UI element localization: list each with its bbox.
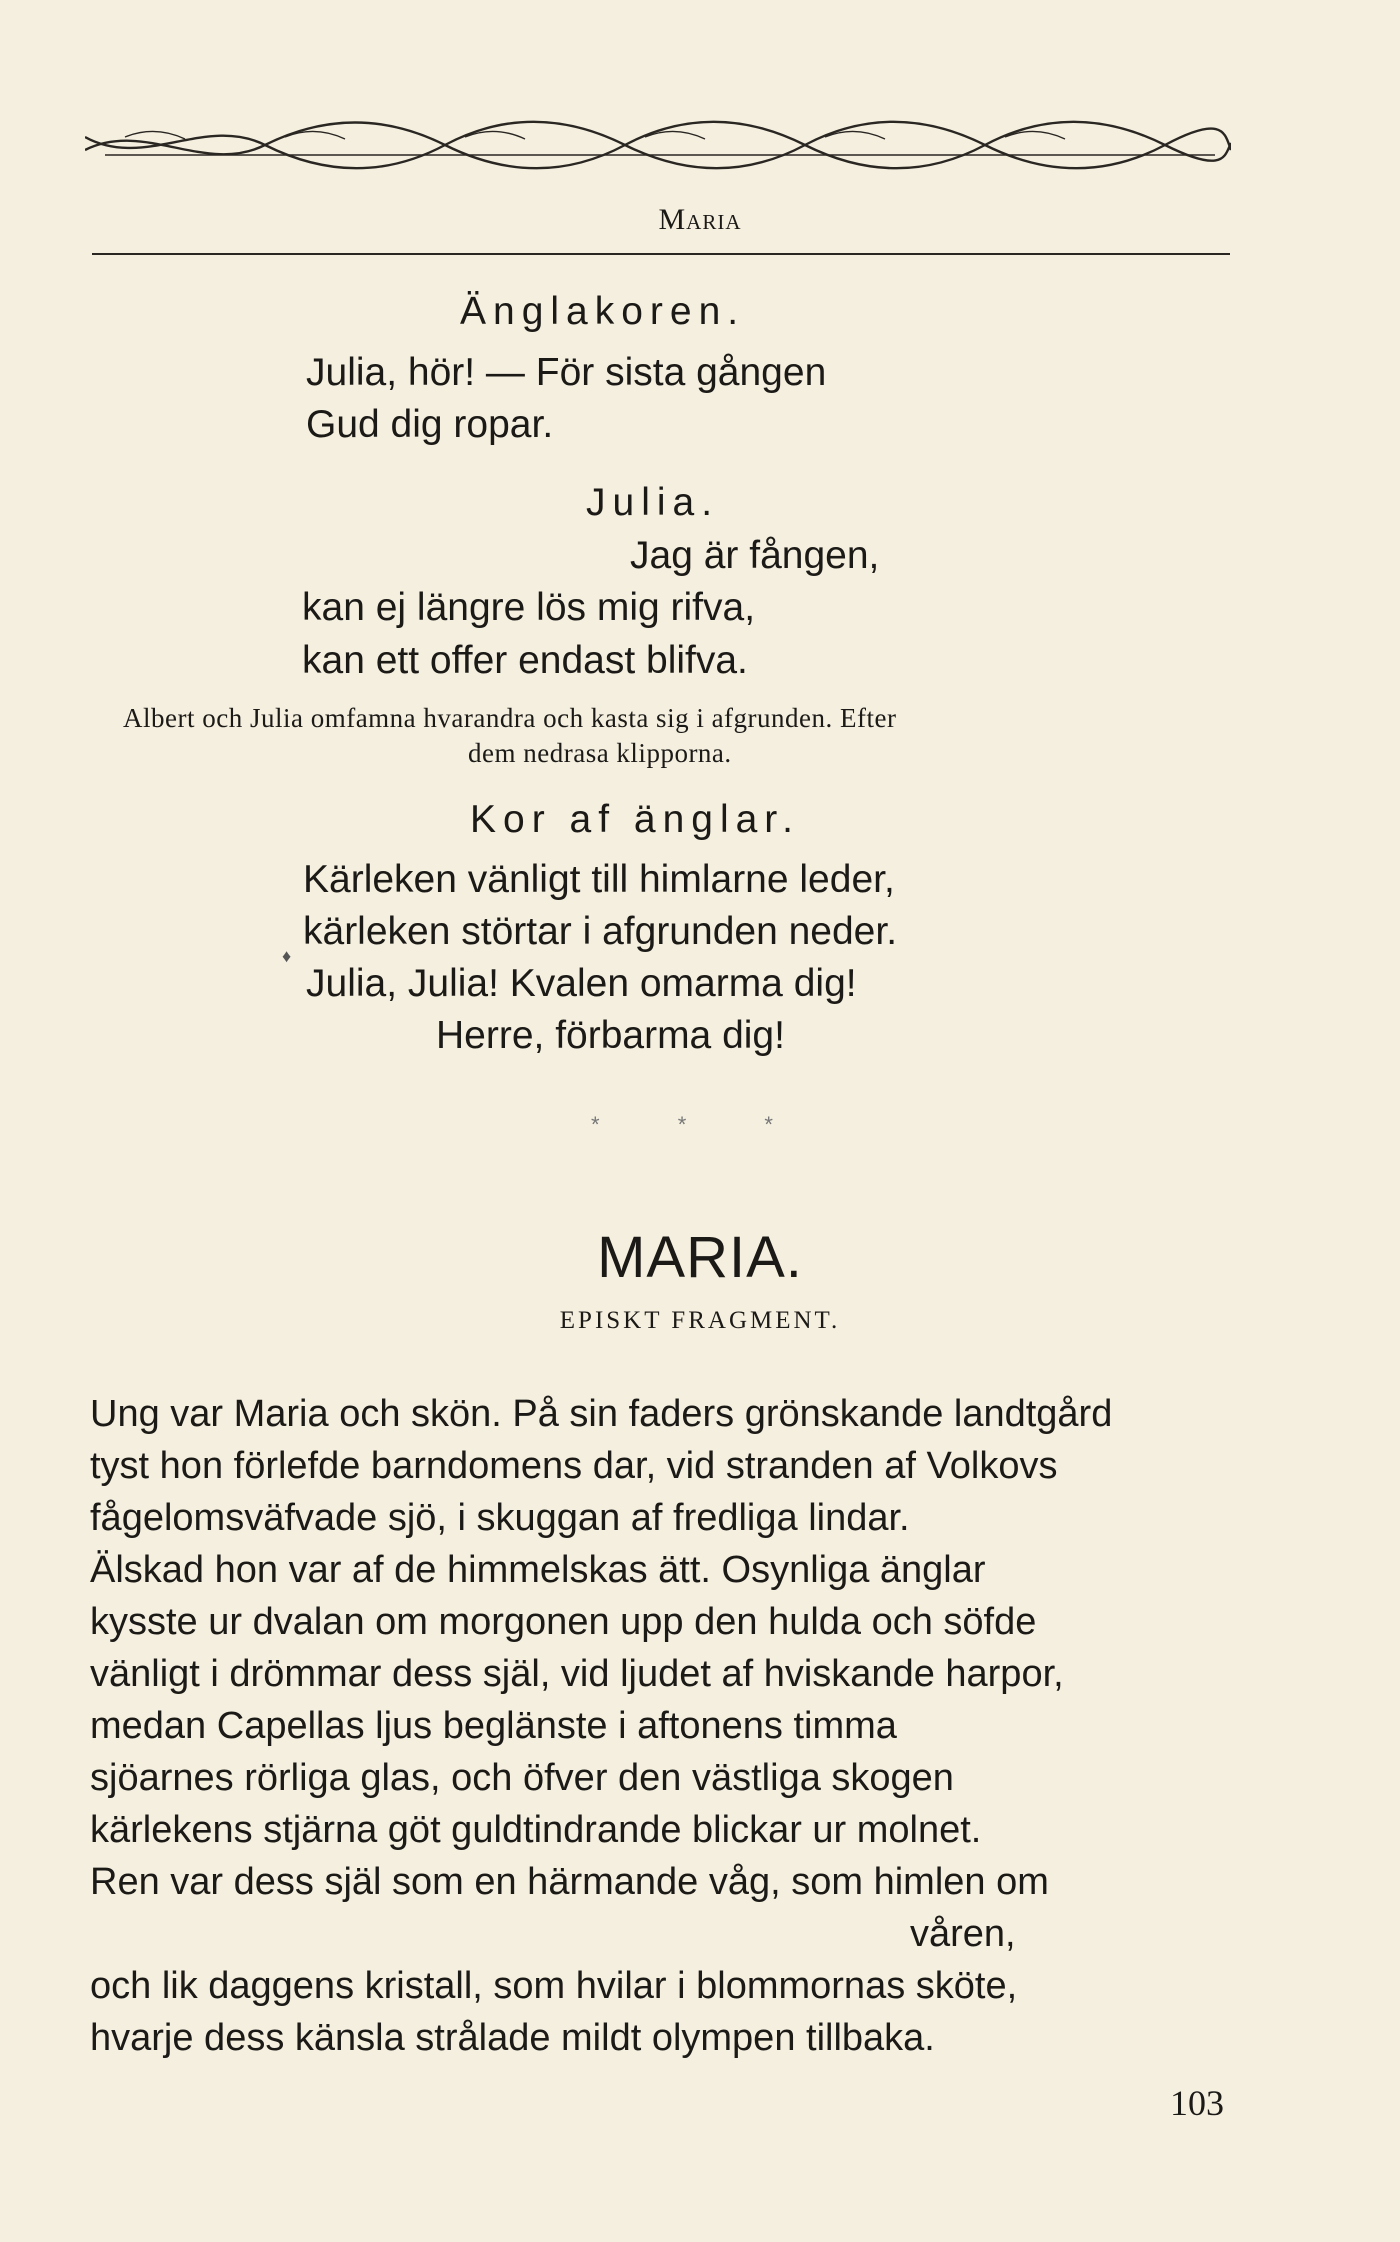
verse-line: Julia, Julia! Kvalen omarma dig! <box>306 962 857 1005</box>
verse-line: Julia, hör! — För sista gången <box>306 351 827 394</box>
verse-line: Kärleken vänligt till himlarne leder, <box>303 858 895 901</box>
prose-line: hvarje dess känsla strålade mildt olympen tillbaka. <box>90 2017 935 2059</box>
page-number: 103 <box>1170 2083 1224 2123</box>
prose-line: Ren var dess själ som en härmande våg, som himlen om <box>90 1861 1049 1903</box>
verse-line: Gud dig ropar. <box>306 403 554 446</box>
prose-line: vänligt i drömmar dess själ, vid ljudet af hviskande harpor, <box>90 1653 1064 1695</box>
margin-mark: ♦ <box>282 946 292 966</box>
prose-line: Ung var Maria och skön. På sin faders grönskande landtgård <box>90 1393 1113 1435</box>
speaker-kor: Kor af änglar. <box>470 798 800 841</box>
running-head <box>0 203 1400 237</box>
prose-line: medan Capellas ljus beglänste i aftonens timma <box>90 1705 897 1747</box>
section-subtitle: EPISKT FRAGMENT. <box>559 1307 841 1334</box>
prose-line: våren, <box>910 1913 1016 1955</box>
stage-direction: dem nedrasa klipporna. <box>468 738 732 768</box>
prose-line: sjöarnes rörliga glas, och öfver den västliga skogen <box>90 1757 954 1799</box>
prose-line: kysste ur dvalan om morgonen upp den hulda och söfde <box>90 1601 1037 1643</box>
verse-line: Herre, förbarma dig! <box>436 1014 785 1057</box>
prose-line: fågelomsväfvade sjö, i skuggan af fredliga lindar. <box>90 1497 910 1539</box>
header-rule <box>92 253 1230 255</box>
stage-direction: Albert och Julia omfamna hvarandra och kasta sig i afgrunden. Efter <box>123 703 897 733</box>
section-title: MARIA. <box>597 1225 803 1290</box>
prose-line: tyst hon förlefde barndomens dar, vid stranden af Volkovs <box>90 1445 1058 1487</box>
running-head-text: Maria <box>658 203 742 236</box>
section-separator: * * * <box>591 1112 809 1137</box>
speaker-julia: Julia. <box>586 481 720 524</box>
prose-line: Älskad hon var af de himmelskas ätt. Osynliga änglar <box>90 1549 986 1591</box>
verse-line: kärleken störtar i afgrunden neder. <box>303 910 898 953</box>
header-ornament-icon <box>85 115 1231 177</box>
verse-line: Jag är fången, <box>630 534 880 577</box>
prose-line: kärlekens stjärna göt guldtindrande blickar ur molnet. <box>90 1809 982 1851</box>
verse-line: kan ej längre lös mig rifva, <box>302 586 756 629</box>
verse-line: kan ett offer endast blifva. <box>302 639 748 682</box>
prose-line: och lik daggens kristall, som hvilar i blommornas sköte, <box>90 1965 1018 2007</box>
speaker-anglakoren: Änglakoren. <box>460 290 746 333</box>
